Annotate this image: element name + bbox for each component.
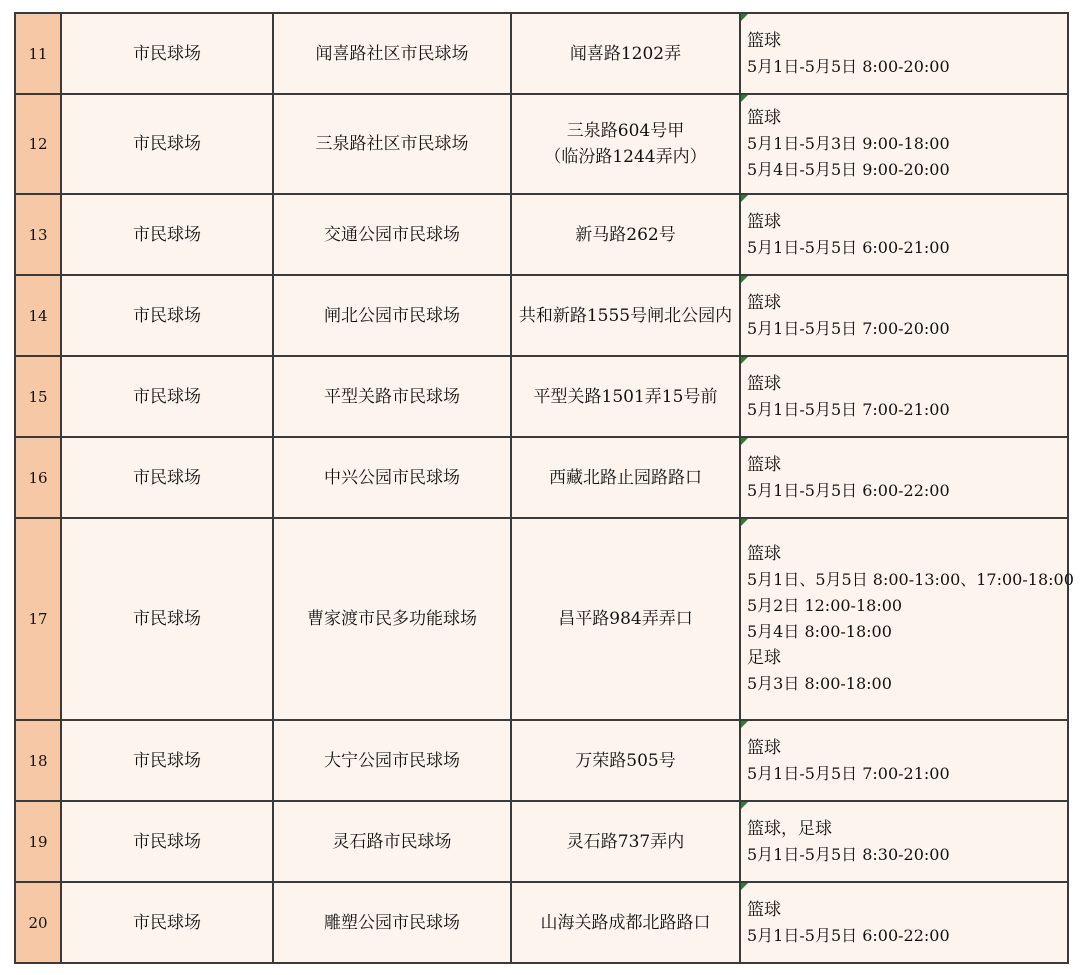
venue-address [511, 801, 740, 882]
row-number: 12 [15, 94, 61, 194]
venue-table [14, 12, 1074, 964]
schedule-line: 5月4日-5月5日 9:00-20:00 [747, 160, 950, 179]
venue-schedule [740, 356, 1068, 437]
cell-marker-icon [741, 357, 748, 364]
table-row [15, 194, 1068, 275]
table-row [15, 437, 1068, 518]
venue-schedule [740, 720, 1068, 801]
venue-name: 闸北公园市民球场 [273, 275, 511, 356]
venue-address [511, 518, 740, 720]
schedule-line: 5月1日-5月3日 9:00-18:00 [747, 134, 950, 153]
schedule-line: 5月1日-5月5日 6:00-21:00 [747, 237, 950, 257]
venue-schedule [740, 801, 1068, 882]
schedule-line: 5月1日-5月5日 7:00-20:00 [747, 318, 950, 338]
schedule-line: 5月1日、5月5日 8:00-13:00、17:00-18:00 [747, 570, 1074, 589]
schedule-line: 篮球，足球 [747, 818, 832, 839]
row-number: 19 [15, 801, 61, 882]
schedule-line: 足球 [747, 648, 781, 668]
schedule-line: 5月2日 12:00-18:00 [747, 596, 903, 615]
schedule-line: 篮球 [747, 373, 781, 394]
venue-address [511, 720, 740, 801]
venue-schedule [740, 275, 1068, 356]
address-line: 万荣路505号 [575, 750, 676, 771]
venue-address [511, 194, 740, 275]
address-line: 新马路262号 [575, 224, 676, 245]
table-row [15, 356, 1068, 437]
schedule-line: 篮球 [747, 30, 781, 51]
venue-type: 市民球场 [61, 194, 273, 275]
cell-marker-icon [741, 14, 748, 21]
table-row [15, 518, 1068, 720]
venue-type: 市民球场 [61, 801, 273, 882]
table-row [15, 882, 1068, 963]
table-row [15, 94, 1068, 194]
venue-name: 平型关路市民球场 [273, 356, 511, 437]
row-number: 17 [15, 518, 61, 720]
row-number: 13 [15, 194, 61, 275]
address-line: 共和新路1555号闸北公园内 [518, 305, 733, 326]
cell-marker-icon [741, 519, 748, 526]
venue-schedule [740, 13, 1068, 94]
address-line: 三泉路604号甲 [566, 121, 685, 141]
schedule-line: 篮球 [747, 211, 781, 232]
venue-type: 市民球场 [61, 518, 273, 720]
row-number: 16 [15, 437, 61, 518]
venue-schedule [740, 518, 1074, 720]
table-row [15, 801, 1068, 882]
schedule-line: 5月3日 8:00-18:00 [747, 674, 892, 693]
venue-type: 市民球场 [61, 13, 273, 94]
venue-type: 市民球场 [61, 275, 273, 356]
cell-marker-icon [741, 802, 748, 809]
schedule-line: 篮球 [747, 544, 781, 564]
venue-schedule [740, 194, 1068, 275]
schedule-line: 5月1日-5月5日 6:00-22:00 [747, 925, 950, 945]
venue-type: 市民球场 [61, 94, 273, 194]
schedule-line: 5月1日-5月5日 7:00-21:00 [747, 763, 950, 783]
cell-marker-icon [741, 883, 748, 890]
address-line: 平型关路1501弄15号前 [533, 386, 718, 407]
venue-address [511, 13, 740, 94]
row-number: 18 [15, 720, 61, 801]
table-row [15, 13, 1068, 94]
row-number: 15 [15, 356, 61, 437]
schedule-line: 5月4日 8:00-18:00 [747, 622, 892, 641]
venue-address [511, 94, 740, 194]
cell-marker-icon [741, 195, 748, 202]
venue-address [511, 882, 740, 963]
address-line: （临汾路1244弄内） [544, 147, 707, 167]
venue-name: 闻喜路社区市民球场 [273, 13, 511, 94]
address-line: 闻喜路1202弄 [569, 43, 682, 64]
venue-schedule [740, 94, 1068, 194]
venue-schedule [740, 437, 1068, 518]
row-number: 20 [15, 882, 61, 963]
venue-name: 交通公园市民球场 [273, 194, 511, 275]
venue-type: 市民球场 [61, 356, 273, 437]
cell-marker-icon [741, 95, 748, 102]
schedule-line: 篮球 [747, 292, 781, 313]
venue-table-body [15, 13, 1074, 963]
venue-name: 灵石路市民球场 [273, 801, 511, 882]
cell-marker-icon [741, 276, 748, 283]
schedule-line: 5月1日-5月5日 6:00-22:00 [747, 480, 950, 500]
schedule-line: 篮球 [747, 108, 781, 128]
schedule-line: 5月1日-5月5日 8:30-20:00 [747, 844, 950, 864]
schedule-line: 篮球 [747, 454, 781, 475]
venue-address [511, 275, 740, 356]
venue-name: 雕塑公园市民球场 [273, 882, 511, 963]
schedule-line: 篮球 [747, 899, 781, 920]
venue-table-container [14, 12, 1074, 964]
table-row [15, 720, 1068, 801]
cell-marker-icon [741, 438, 748, 445]
schedule-line: 篮球 [747, 737, 781, 758]
row-number: 11 [15, 13, 61, 94]
address-line: 昌平路984弄弄口 [558, 609, 693, 629]
venue-name: 大宁公园市民球场 [273, 720, 511, 801]
schedule-line: 5月1日-5月5日 8:00-20:00 [747, 56, 950, 76]
table-row [15, 275, 1068, 356]
schedule-line: 5月1日-5月5日 7:00-21:00 [747, 399, 950, 419]
venue-name: 曹家渡市民多功能球场 [273, 518, 511, 720]
venue-address [511, 437, 740, 518]
address-line: 山海关路成都北路路口 [540, 912, 711, 933]
address-line: 西藏北路止园路路口 [549, 467, 702, 488]
venue-address [511, 356, 740, 437]
venue-name: 中兴公园市民球场 [273, 437, 511, 518]
venue-schedule [740, 882, 1068, 963]
venue-type: 市民球场 [61, 720, 273, 801]
cell-marker-icon [741, 721, 748, 728]
row-number: 14 [15, 275, 61, 356]
venue-type: 市民球场 [61, 882, 273, 963]
address-line: 灵石路737弄内 [566, 831, 685, 852]
venue-type: 市民球场 [61, 437, 273, 518]
venue-name: 三泉路社区市民球场 [273, 94, 511, 194]
